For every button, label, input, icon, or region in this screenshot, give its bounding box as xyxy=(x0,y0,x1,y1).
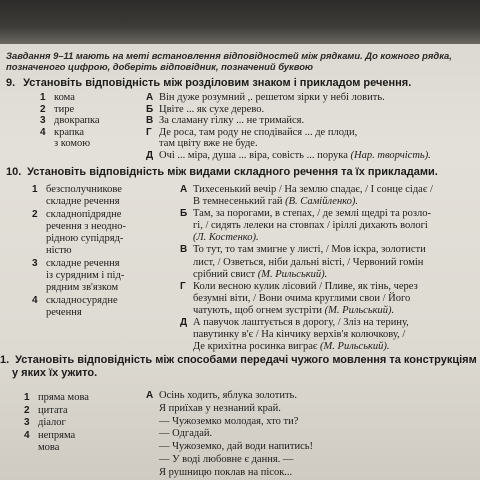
answer-text: Він дуже розумний ,. решетом зірки у небі ловить. xyxy=(159,92,385,103)
answer-text: там цвіту вже не буде. xyxy=(159,138,258,150)
option-row xyxy=(32,209,126,221)
answer-row xyxy=(180,293,433,305)
answer-row xyxy=(146,390,313,403)
option-text: із сурядним і під- xyxy=(46,270,125,282)
option-row xyxy=(24,442,89,455)
answer-letter: Б xyxy=(180,208,188,220)
answer-row xyxy=(180,196,433,208)
answer-letter: Г xyxy=(146,126,152,138)
question-11-options-right xyxy=(146,390,313,480)
answer-source: (В. Самійленко). xyxy=(285,196,359,208)
dark-background xyxy=(0,0,480,44)
option-row xyxy=(32,258,126,270)
question-text: Установіть відповідність між способами передачі чужого мовлення та конструкціям xyxy=(15,354,477,366)
question-10-title xyxy=(6,166,438,179)
answer-source: (М. Рильський). xyxy=(324,304,395,316)
option-text: пряма мова xyxy=(38,392,89,403)
option-number: 1 xyxy=(32,184,38,195)
question-number: 10. xyxy=(6,166,22,178)
answer-letter: Д xyxy=(146,149,154,161)
option-text: непряма xyxy=(38,429,76,441)
answer-text: Де роса, там роду не сподівайся ... де плоди, xyxy=(159,126,358,138)
answer-text: гі, / сидять лелеки на стовпах / іріллі дихають вологі xyxy=(193,220,428,232)
answer-letter: А xyxy=(146,92,154,103)
answer-text: срібний свист xyxy=(193,268,258,280)
option-text: рідною супідряд- xyxy=(46,233,124,245)
answer-row xyxy=(180,341,433,353)
answer-row xyxy=(180,281,433,293)
answer-source: (Нар. творчість). xyxy=(350,149,431,161)
option-text: з комою xyxy=(54,138,91,150)
question-9-options-left xyxy=(40,92,100,150)
tasks-intro xyxy=(6,50,476,72)
answer-row xyxy=(180,269,433,281)
question-9-options-right xyxy=(146,92,431,162)
answer-letter: А xyxy=(180,184,188,195)
question-text-cont: у яких їх ужито. xyxy=(12,367,98,379)
answer-text: лист, / Озветься, ніби дальні вісті, / Червоний гомін xyxy=(193,256,424,268)
option-number: 3 xyxy=(40,115,46,127)
option-text: складносурядне xyxy=(46,294,118,306)
answer-text: — У воді любовне є дання. — xyxy=(159,453,294,465)
answer-row xyxy=(146,127,431,139)
answer-text: — Чужоземко, дай води напитись! xyxy=(159,441,314,453)
option-row xyxy=(32,270,126,282)
option-row xyxy=(24,430,89,443)
option-number: 1 xyxy=(40,92,46,103)
answer-text: То тут, то там змигне у листі, / Мов іскра, золотисти xyxy=(193,244,426,256)
answer-row xyxy=(180,220,433,232)
answer-letter: Г xyxy=(180,280,186,292)
answer-letter: Д xyxy=(180,317,188,329)
answer-text: Осінь ходить, яблука золотить. xyxy=(159,390,297,401)
option-row xyxy=(32,184,126,196)
option-text: двокрапка xyxy=(54,115,100,127)
answer-letter: В xyxy=(146,115,154,127)
answer-text: А павучок лаштується в дорогу, / Зліз на терину, xyxy=(193,317,409,329)
option-row xyxy=(32,282,126,294)
answer-row xyxy=(146,428,313,441)
option-text: складнопідрядне xyxy=(46,208,122,220)
answer-text: безумні віти, / Вони очима круглими свои / Його xyxy=(193,292,411,304)
answer-text: За сламану гілку ... не тримайся. xyxy=(159,115,305,127)
option-row xyxy=(32,233,126,245)
option-row xyxy=(32,245,126,257)
option-number: 2 xyxy=(24,404,30,416)
question-10-options-right xyxy=(180,184,433,353)
option-text: ністю xyxy=(46,245,72,257)
answer-row xyxy=(146,416,313,429)
answer-text: Я рушницю поклав на пісок... xyxy=(159,466,293,478)
question-number: 1. xyxy=(0,354,10,366)
option-row xyxy=(40,92,100,104)
answer-row xyxy=(146,441,313,454)
answer-row xyxy=(180,305,433,317)
answer-row xyxy=(180,208,433,220)
answer-source: (М. Рильський). xyxy=(257,268,328,280)
option-text: тире xyxy=(54,103,75,115)
option-number: 2 xyxy=(32,208,38,220)
answer-source: (М. Рильський). xyxy=(320,341,390,353)
option-text: цитата xyxy=(38,404,68,416)
option-row xyxy=(40,104,100,116)
answer-row xyxy=(146,104,431,116)
answer-text: — Одгадай. xyxy=(159,428,213,440)
answer-row xyxy=(146,403,313,416)
option-text: речення xyxy=(46,306,82,318)
option-row xyxy=(32,221,126,233)
option-number: 3 xyxy=(24,417,30,429)
answer-text: Очі ... міра, душа ... віра, совість ... порука xyxy=(159,149,351,161)
answer-row xyxy=(180,232,433,244)
question-text: Установіть відповідність між видами складного речення та їх прикладами. xyxy=(27,166,438,178)
answer-row xyxy=(146,150,431,162)
option-row xyxy=(32,307,126,319)
answer-row xyxy=(180,257,433,269)
option-text: мова xyxy=(38,442,60,454)
question-11-options-left xyxy=(24,392,89,455)
answer-text: Коли весною кулик лісовий / Пливе, як тінь, через xyxy=(193,280,418,292)
answer-row xyxy=(180,184,433,196)
intro-line-1: Завдання 9–11 мають на меті встановлення відповідностей між рядками. До кожного рядка, xyxy=(6,50,452,61)
option-row xyxy=(40,115,100,127)
answer-row xyxy=(180,329,433,341)
question-9-title xyxy=(6,77,411,90)
option-row xyxy=(32,196,126,208)
option-text: складне речення xyxy=(46,196,120,208)
answer-row xyxy=(180,317,433,329)
answer-text: чатують, щоб огнем зустріти xyxy=(193,304,325,316)
option-text: складне речення xyxy=(46,257,120,269)
option-text: діалог xyxy=(38,417,66,429)
answer-letter: А xyxy=(146,390,154,401)
answer-letter: Б xyxy=(146,103,154,115)
option-text: речення з неодно- xyxy=(46,220,126,232)
answer-row xyxy=(146,138,431,150)
option-number: 4 xyxy=(24,429,30,441)
option-number: 1 xyxy=(24,392,30,403)
answer-row xyxy=(146,115,431,127)
answer-text: Тихесенький вечір / На землю спадає, / І сонце сідає / xyxy=(193,184,433,195)
option-row xyxy=(24,392,89,405)
option-text: крапка xyxy=(54,126,85,138)
option-number: 4 xyxy=(40,126,46,138)
answer-source: (Л. Костенко). xyxy=(193,232,259,244)
answer-text: Цвіте ... як сухе дерево. xyxy=(159,103,265,115)
question-number: 9. xyxy=(6,77,16,89)
answer-text: Де крихітна росинка виграє xyxy=(193,341,321,353)
answer-text: павутинку в'є / На кінчику верхів'я колючкову, / xyxy=(193,329,406,341)
option-number: 4 xyxy=(32,294,38,306)
option-row xyxy=(40,138,100,150)
option-row xyxy=(40,127,100,139)
question-text: Установіть відповідність між розділовим знаком і прикладом речення. xyxy=(23,77,412,89)
answer-text: В темнесенький гай xyxy=(193,196,286,208)
answer-row xyxy=(146,467,313,480)
answer-row xyxy=(146,92,431,104)
option-row xyxy=(24,417,89,430)
option-text: рядним зв'язком xyxy=(46,282,119,294)
intro-line-2: позначеного цифрою, доберіть відповідник, позначений буквою xyxy=(6,61,314,72)
option-text: безсполучникове xyxy=(46,184,122,195)
answer-text: Я приїхав у незнаний край. xyxy=(159,402,281,414)
answer-row xyxy=(146,454,313,467)
option-number: 3 xyxy=(32,257,38,269)
answer-text: Там, за порогами, в степах, / де землі щедрі та розло- xyxy=(193,208,432,220)
question-10-options-left xyxy=(32,184,126,319)
option-row xyxy=(32,295,126,307)
option-row xyxy=(24,405,89,418)
option-text: кома xyxy=(54,92,75,103)
answer-text: — Чужоземко молодая, хто ти? xyxy=(159,415,299,427)
option-number: 2 xyxy=(40,103,46,115)
answer-letter: В xyxy=(180,244,188,256)
answer-row xyxy=(180,244,433,256)
question-11-title xyxy=(0,354,477,380)
